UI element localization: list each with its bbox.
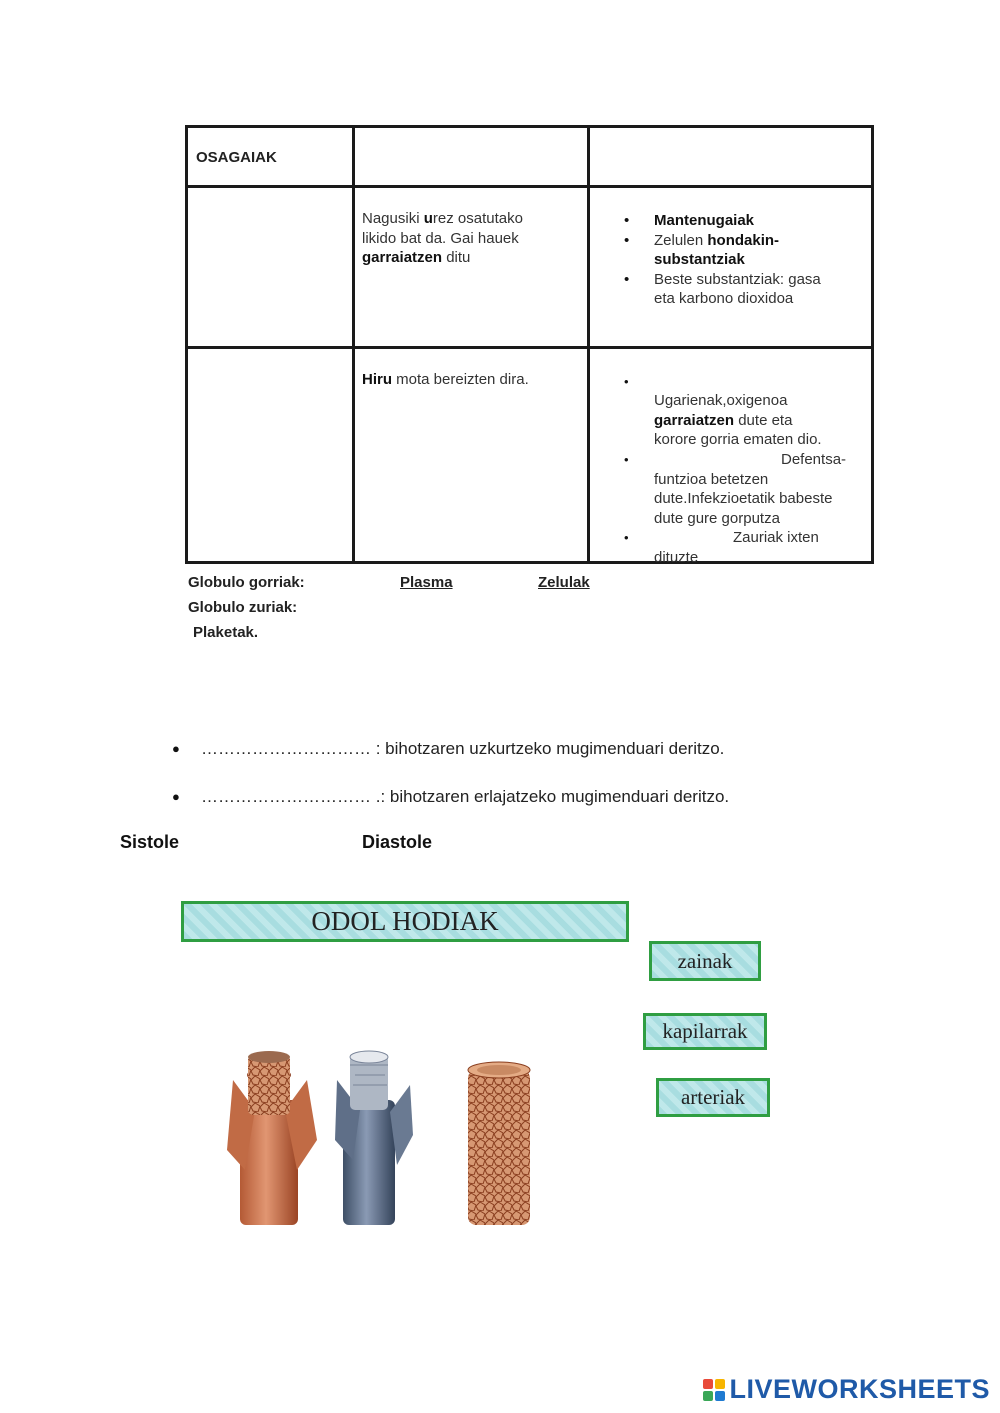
artery-icon	[227, 1051, 317, 1225]
capillary-icon	[468, 1062, 530, 1225]
label-white-cells[interactable]: Globulo zuriak:	[188, 599, 298, 616]
answer-box-header-2[interactable]	[355, 128, 587, 185]
word-diastole[interactable]: Diastole	[362, 832, 433, 852]
bullet: •	[624, 452, 629, 467]
sentence-diastole: ………………………… .: bihotzaren erlajatzeko mugimenduari deritzo.	[201, 787, 730, 806]
bullet: ●	[172, 789, 180, 804]
list-item: Defentsa- funtzioa betetzen dute.Infekzioetatik babeste dute gure gorputza	[654, 451, 847, 527]
vessels-title-banner: ODOL HODIAK	[181, 901, 629, 942]
sentence-systole: ………………………… : bihotzaren uzkurtzeko mugimenduari deritzo.	[201, 739, 725, 758]
tag-capillaries[interactable]: kapilarrak	[643, 1013, 767, 1050]
answer-box-header-3[interactable]	[590, 128, 871, 185]
tag-arteries[interactable]: arteriak	[656, 1078, 770, 1117]
list-item: Zauriak ixten dituzte	[654, 529, 819, 566]
table-divider	[352, 128, 355, 561]
tag-veins[interactable]: zainak	[649, 941, 761, 981]
list-item: Ugarienak,oxigenoa garraiatzen dute eta korore gorria ematen dio.	[654, 392, 822, 449]
answer-box-row1[interactable]	[188, 188, 352, 346]
logo-icon	[703, 1379, 727, 1401]
list-item: • Beste substantziak: gasa eta karbono dioxidoa	[624, 270, 864, 309]
word-systole[interactable]: Sistole	[120, 832, 180, 852]
vein-icon	[335, 1051, 413, 1225]
label-cells[interactable]: Zelulak	[538, 574, 590, 591]
bullet: •	[624, 530, 629, 545]
label-platelets[interactable]: Plaketak.	[193, 624, 259, 641]
bullet: •	[624, 374, 629, 389]
cells-description: Hiru mota bereizten dira.	[362, 371, 529, 388]
label-plasma[interactable]: Plasma	[400, 574, 453, 591]
answer-box-row2[interactable]	[188, 349, 352, 561]
plasma-description: Nagusiki urez osatutako likido bat da. Gai hauek garraiatzen ditu	[362, 210, 523, 267]
table-divider	[587, 128, 590, 561]
plasma-bullets	[624, 211, 864, 309]
table-header-components: OSAGAIAK	[196, 149, 277, 166]
blood-components-table	[185, 125, 874, 564]
bullet: ●	[172, 741, 180, 756]
list-item: • Mantenugaiak	[624, 211, 864, 231]
answer-blank-2[interactable]: ………………………… .	[201, 787, 381, 806]
list-item: • Zelulen hondakin- substantziak	[624, 231, 864, 270]
blood-vessels-illustration	[215, 1040, 545, 1240]
liveworksheets-logo: LIVEWORKSHEETS	[703, 1374, 990, 1405]
label-red-cells[interactable]: Globulo gorriak:	[188, 574, 305, 591]
answer-blank-1[interactable]: …………………………	[201, 739, 371, 758]
